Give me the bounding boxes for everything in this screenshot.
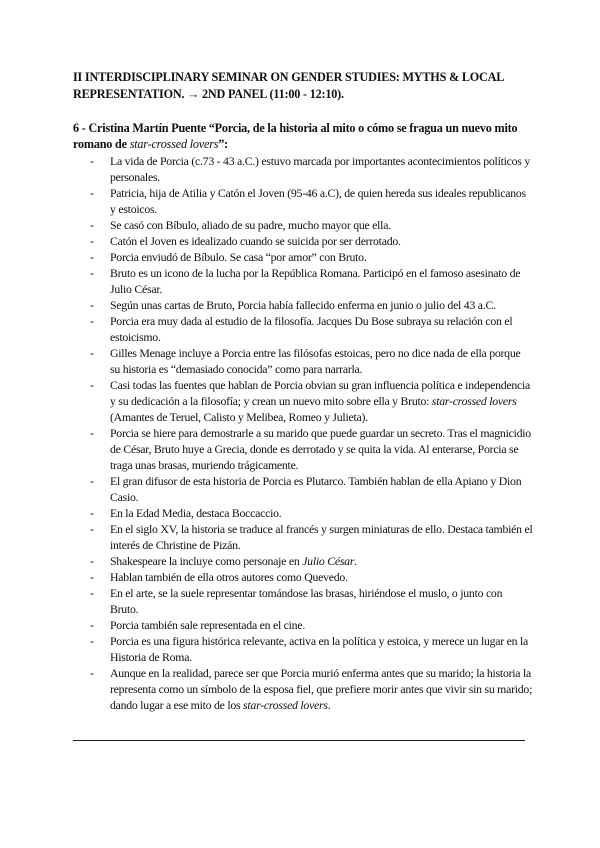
bullet-marker: - — [90, 474, 94, 488]
bullet-text: Aunque en la realidad, parece ser que Porcia murió enferma antes que su marido; la historia la representa como un símbolo de la esposa fiel, que prefiere morir antes que vivir sin su marido; dando lugar a ese mito de los — [110, 666, 533, 712]
bullet-marker: - — [90, 186, 94, 200]
bullet-marker: - — [90, 378, 94, 392]
bullet-item — [73, 217, 533, 233]
bullet-text: La vida de Porcia (c.73 - 43 a.C.) estuvo marcada por importantes acontecimientos políticos y personales. — [110, 154, 530, 184]
bullet-item — [73, 297, 533, 313]
talk-title-end: ”: — [218, 137, 229, 151]
bullet-text: Se casó con Bíbulo, aliado de su padre, mucho mayor que ella. — [110, 218, 391, 232]
bullet-item — [73, 185, 533, 217]
bullet-text: En el arte, se la suele representar tomándose las brasas, hiriéndose el muslo, o junto con Bruto. — [110, 586, 503, 616]
bullet-text-end: (Amantes de Teruel, Calisto y Melibea, Romeo y Julieta). — [110, 410, 368, 424]
bullet-marker: - — [90, 666, 94, 680]
bullet-item — [73, 377, 533, 425]
bullet-text: Porcia se hiere para demostrarle a su marido que puede guardar un secreto. Tras el magnicidio de César, Bruto huye a Grecia, donde es derrotado y se quita la vida. Al enterarse, Porcia se traga unas brasas, muriendo trágicamente. — [110, 426, 531, 472]
bullet-text: En la Edad Media, destaca Boccaccio. — [110, 506, 282, 520]
bullet-item — [73, 265, 533, 297]
bullet-marker: - — [90, 570, 94, 584]
talk-title-main: 6 - Cristina Martín Puente “Porcia, de la historia al mito o cómo se fragua un nuevo mito romano de — [73, 121, 518, 151]
seminar-heading: II INTERDISCIPLINARY SEMINAR ON GENDER STUDIES: MYTHS & LOCAL REPRESENTATION. → 2ND PANEL (11:00 - 12:10). — [73, 70, 504, 101]
bullet-marker: - — [90, 314, 94, 328]
bullet-marker: - — [90, 346, 94, 360]
footer-rule — [73, 740, 525, 741]
bullet-text: Catón el Joven es idealizado cuando se suicida por ser derrotado. — [110, 234, 401, 248]
bullet-marker: - — [90, 218, 94, 232]
bullet-marker: - — [90, 586, 94, 600]
bullet-item — [73, 505, 533, 521]
bullet-text: Porcia también sale representada en el cine. — [110, 618, 306, 632]
bullet-text: Casi todas las fuentes que hablan de Porcia obvian su gran influencia política e independencia y su dedicación a la filosofía; y crean un nuevo mito sobre ella y Bruto: — [110, 378, 531, 408]
bullet-item — [73, 153, 533, 185]
bullet-marker: - — [90, 506, 94, 520]
bullet-item — [73, 665, 533, 713]
bullet-item — [73, 617, 533, 633]
notes-bullet-list — [73, 153, 533, 713]
bullet-italic-text: star-crossed lovers — [431, 394, 517, 408]
bullet-item — [73, 425, 533, 473]
talk-title — [73, 120, 538, 152]
bullet-marker: - — [90, 554, 94, 568]
bullet-marker: - — [90, 522, 94, 536]
bullet-item — [73, 633, 533, 665]
bullet-text: Hablan también de ella otros autores como Quevedo. — [110, 570, 348, 584]
bullet-text-end: . — [327, 698, 331, 712]
bullet-marker: - — [90, 426, 94, 440]
bullet-item — [73, 585, 533, 617]
bullet-item — [73, 553, 533, 569]
bullet-marker: - — [90, 618, 94, 632]
bullet-text: Bruto es un icono de la lucha por la República Romana. Participó en el famoso asesinato de Julio César. — [110, 266, 521, 296]
bullet-text: Porcia enviudó de Bíbulo. Se casa “por amor” con Bruto. — [110, 250, 367, 264]
bullet-text: Porcia es una figura histórica relevante, activa en la política y estoica, y merece un lugar en la Historia de Roma. — [110, 634, 529, 664]
bullet-text: Shakespeare la incluye como personaje en — [110, 554, 303, 568]
bullet-text-end: . — [354, 554, 357, 568]
bullet-text: Gilles Menage incluye a Porcia entre las filósofas estoicas, pero no dice nada de ella porque su historia es “demasiado conocida” como para narrarla. — [110, 346, 521, 376]
bullet-marker: - — [90, 266, 94, 280]
bullet-marker: - — [90, 634, 94, 648]
talk-title-italic: star-crossed lovers — [129, 137, 219, 151]
bullet-text: El gran difusor de esta historia de Porcia es Plutarco. También hablan de ella Apiano y Dion Casio. — [110, 474, 522, 504]
bullet-item — [73, 313, 533, 345]
bullet-italic-text: Julio César — [302, 554, 355, 568]
bullet-item — [73, 249, 533, 265]
bullet-item — [73, 569, 533, 585]
bullet-text: Porcia era muy dada al estudio de la filosofía. Jacques Du Bose subraya su relación con el estoicismo. — [110, 314, 513, 344]
bullet-item — [73, 345, 533, 377]
bullet-text: Según unas cartas de Bruto, Porcia había fallecido enferma en junio o julio del 43 a.C. — [110, 298, 496, 312]
bullet-text: Patricia, hija de Atilia y Catón el Joven (95-46 a.C), de quien hereda sus ideales republicanos y estoicos. — [110, 186, 526, 216]
bullet-marker: - — [90, 298, 94, 312]
bullet-item — [73, 473, 533, 505]
bullet-marker: - — [90, 234, 94, 248]
bullet-text: En el siglo XV, la historia se traduce al francés y surgen miniaturas de ello. Destaca también el interés de Christine de Pizán. — [110, 522, 533, 552]
bullet-marker: - — [90, 250, 94, 264]
bullet-item — [73, 233, 533, 249]
bullet-italic-text: star-crossed lovers — [243, 698, 328, 712]
bullet-item — [73, 521, 533, 553]
bullet-marker: - — [90, 154, 94, 168]
